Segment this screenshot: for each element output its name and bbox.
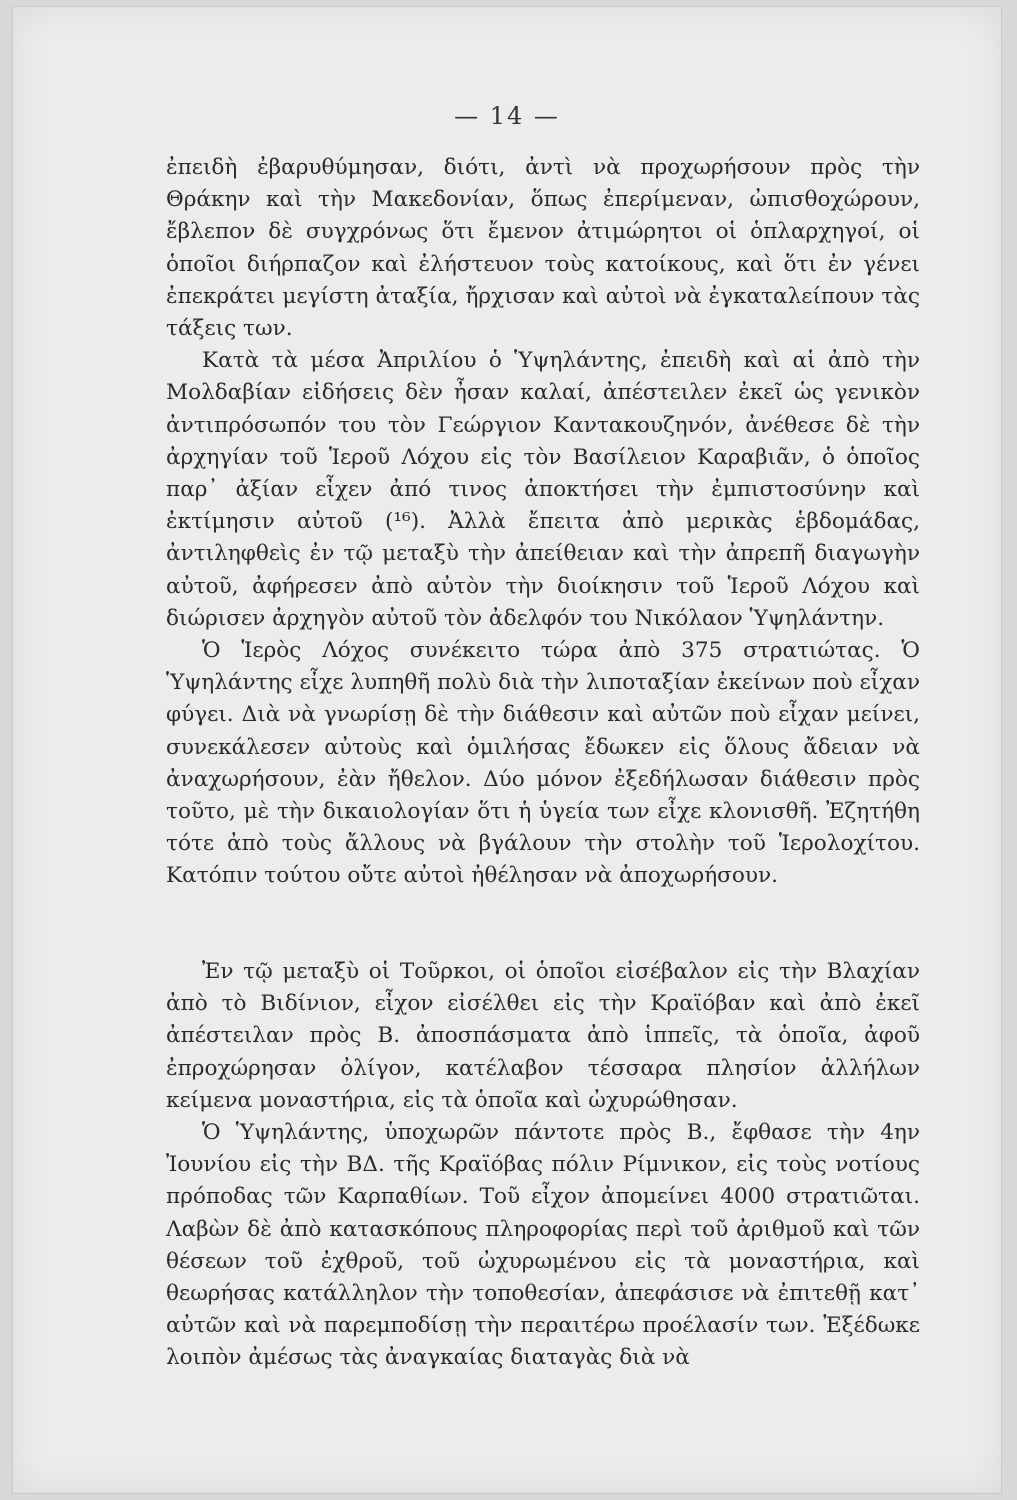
paragraph-1: ἐπειδὴ ἐβαρυθύμησαν, διότι, ἀντὶ νὰ προχωρήσουν πρὸς τὴν Θράκην καὶ τὴν Μακεδονίαν, ὅπως ἐπερίμεναν, ὠπισθοχώρουν, ἔβλεπον δὲ συγχρόνως ὅτι ἔμενον ἀτιμώρητοι οἱ ὁπλαρχηγοί, οἱ ὁποῖοι διήρπαζον καὶ ἐλήστευον τοὺς κατοίκους, καὶ ὅτι ἐν γένει ἐπεκράτει μεγίστη ἀταξία, ἤρχισαν καὶ αὐτοὶ νὰ ἐγκαταλείπουν τὰς τάξεις των. [166, 155, 920, 342]
paragraph-2: Κατὰ τὰ μέσα Ἀπριλίου ὁ Ὑψηλάντης, ἐπειδὴ καὶ αἱ ἀπὸ τὴν Μολδαβίαν εἰδήσεις δὲν ἦσαν καλαί, ἀπέστειλεν ἐκεῖ ὡς γενικὸν ἀντιπρόσωπόν του τὸν Γεώργιον Κανταкουζηνόν, ἀνέθεσε δὲ τὴν ἀρχηγίαν τοῦ Ἱεροῦ Λόχου εἰς τὸν Βασίλειον Καραβιᾶν, ὁ ὁποῖος παρ᾿ ἀξίαν εἶχεν ἀπό τινος ἀποκτήσει τὴν ἐμπιστοσύνην καὶ ἐκτίμησιν αὐτοῦ (¹⁶). Ἀλλὰ ἔπειτα ἀπὸ μερικὰς ἑβδομάδας, ἀντιληφθεὶς ἐν τῷ μεταξὺ τὴν ἀπείθειαν καὶ τὴν ἀπρεπῆ διαγωγὴν αὐτοῦ, ἀφήρεσεν ἀπὸ αὐτὸν τὴν διοίκησιν τοῦ Ἱεροῦ Λόχου καὶ διώρισεν ἀρχηγὸν αὐτοῦ τὸν ἀδελφόν του Νικόλαον Ὑψηλάντην. [166, 348, 920, 631]
paragraph-5: Ὁ Ὑψηλάντης, ὑποχωρῶν πάντοτε πρὸς Β., ἔφθασε τὴν 4ην Ἰουνίου εἰς τὴν ΒΔ. τῆς Κραϊόβας πόλιν Ρίμνικον, εἰς τοὺς νοτίους πρόποδας τῶν Καρπαθίων. Τοῦ εἶχον ἀπομείνει 4000 στρατιῶται. Λαβὼν δὲ ἀπὸ κατασκόπους πληροφορίας περὶ τοῦ ἀριθμοῦ καὶ τῶν θέσεων τοῦ ἐχθροῦ, τοῦ ὠχυρωμένου εἰς τὰ μοναστήρια, καὶ θεωρήσας κατάλληλον τὴν τοποθεσίαν, ἀπεφάσισε νὰ ἐπιτεθῇ κατ᾿ αὐτῶν καὶ νὰ παρεμποδίσῃ τὴν περαιτέρω προέλασίν των. Ἐξέδωκε λοιπὸν ἀμέσως τὰς ἀναγκαίας διαταγὰς διὰ νὰ [166, 1120, 920, 1371]
page-number: — 14 — [454, 102, 560, 130]
paragraph-4: Ἐν τῷ μεταξὺ οἱ Τοῦρκοι, οἱ ὁποῖοι εἰσέβαλον εἰς τὴν Βλαχίαν ἀπὸ τὸ Βιδίνιον, εἶχον εἰσέλθει εἰς τὴν Κραϊόβαν καὶ ἀπὸ ἐκεῖ ἀπέστειλαν πρὸς Β. ἀποσπάσματα ἀπὸ ἱππεῖς, τὰ ὁποῖα, ἀφοῦ ἐπροχώρησαν ὀλίγον, κατέλαβον τέσσαρα πλησίον ἀλλήλων κείμενα μοναστήρια, εἰς τὰ ὁποῖα καὶ ὠχυρώθησαν. [166, 959, 920, 1113]
book-page [12, 6, 1002, 1494]
text-section-top [166, 152, 920, 893]
paragraph-3: Ὁ Ἱερὸς Λόχος συνέκειτο τώρα ἀπὸ 375 στρατιώτας. Ὁ Ὑψηλάντης εἶχε λυπηθῆ πολὺ διὰ τὴν λιποταξίαν ἐκείνων ποὺ εἶχαν φύγει. Διὰ νὰ γνωρίσῃ δὲ τὴν διάθεσιν καὶ αὐτῶν ποὺ εἶχαν μείνει, συνεκάλεσεν αὐτοὺς καὶ ὁμιλήσας ἔδωκεν εἰς ὅλους ἄδειαν νὰ ἀναχωρήσουν, ἐὰν ἤθελον. Δύο μόνον ἐξεδήλωσαν διάθεσιν πρὸς τοῦτο, μὲ τὴν δικαιολογίαν ὅτι ἡ ὑγεία των εἶχε κλονισθῆ. Ἐζητήθη τότε ἀπὸ τοὺς ἄλλους νὰ βγάλουν τὴν στολὴν τοῦ Ἱερολοχίτου. Κατόπιν τούτου οὔτε αὐτοὶ ἠθέλησαν νὰ ἀποχωρήσουν. [166, 638, 920, 889]
text-section-bottom [166, 956, 920, 1375]
